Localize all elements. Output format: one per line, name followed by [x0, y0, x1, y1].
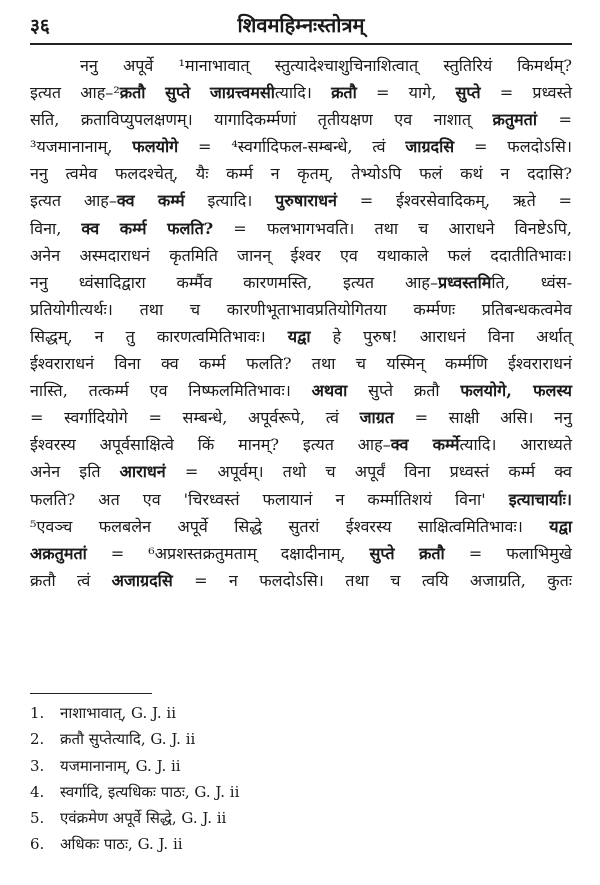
text-span: हे पुरुष! आराधनं विना अर्थात् — [310, 326, 573, 346]
footnote — [30, 726, 239, 752]
footnote-text: क्रतौ सुप्तेत्यादि, G. J. ii — [60, 730, 196, 749]
text-span: = फलाभिमुखे — [444, 543, 572, 563]
text-span: प्रतियोगीत्यर्थः। तथा च कारणीभूताभावप्रतियोगितया कर्म्मणः प्रतिबन्धकत्वमेव — [30, 299, 572, 319]
text-line — [30, 242, 572, 269]
footnote — [30, 779, 239, 805]
text-span: अनेन अस्मदाराधनं कृतमिति जानन् ईश्वर एव यथाकाले फलं ददातीतिभावः। — [30, 245, 572, 265]
bold-term: क्व कर्म्म फलति? — [81, 218, 214, 238]
text-span: इत्यत आह– — [30, 191, 117, 211]
footnote — [30, 831, 239, 857]
bold-term: क्रतौ — [331, 83, 357, 103]
text-span: क्रतौ त्वं — [30, 570, 112, 590]
text-span: विना, — [30, 218, 82, 238]
text-span: ननु अपूर्वे ¹मानाभावात् स्तुत्यादेश्चाशुचिनाशित्वात् स्तुतिरियं किमर्थम्? — [80, 56, 572, 75]
footnote-number: 1. — [30, 704, 45, 722]
text-span: ईश्वराराधनं विना क्व कर्म्म फलति? तथा च यस्मिन् कर्म्मणि ईश्वराराधनं — [30, 354, 572, 374]
text-line — [30, 540, 572, 567]
bold-term: सुप्ते क्रतौ — [369, 543, 445, 563]
text-line — [30, 106, 572, 133]
bold-term: क्रतुमतां — [492, 110, 538, 130]
text-line — [30, 52, 572, 79]
text-line — [30, 296, 572, 323]
text-span: = स्वर्गादियोगे = सम्बन्धे, अपूर्वरूपे, त्वं — [30, 408, 360, 428]
text-span: = — [537, 110, 572, 130]
text-span: = प्रध्वस्ते — [480, 83, 573, 103]
footnote-number: 2. — [30, 730, 45, 749]
text-line — [30, 160, 572, 187]
footnote-number: 4. — [30, 782, 45, 801]
bold-term: प्रध्वस्तमि — [438, 272, 492, 292]
text-span: = ईश्वरसेवादिकम्, ऋते = — [336, 191, 573, 211]
footnotes — [30, 700, 239, 858]
text-line — [30, 486, 572, 513]
text-span: सति, क्रताविप्युपलक्षणम्। यागादिकर्म्मणां तृतीयक्षण एव नाशात् — [30, 110, 493, 130]
bold-term: फलयोगे — [132, 137, 179, 157]
text-line — [30, 567, 572, 594]
running-title: शिवमहिम्नःस्तोत्रम् — [237, 13, 365, 37]
bold-term: जाग्रत — [359, 408, 394, 428]
text-span: = फलभागभवति। तथा च आराधने विनष्टेऽपि, — [213, 218, 572, 238]
bold-term: आराधनं — [119, 462, 166, 482]
text-line — [30, 215, 572, 242]
footnote-number: 5. — [30, 809, 45, 828]
text-line — [30, 323, 572, 350]
text-span: = न फलदोऽसि। तथा च त्वयि अजाग्रति, कुतः — [172, 570, 572, 590]
text-span: ³यजमानानाम्, — [30, 137, 133, 157]
text-span: सुप्ते क्रतौ — [347, 381, 461, 401]
text-line — [30, 431, 572, 458]
bold-term: यद्वा — [549, 516, 572, 536]
page-number: ३६ — [30, 15, 50, 37]
text-span: ईश्वरस्य अपूर्वसाक्षित्वे किं मानम्? इत्यत आह– — [30, 435, 391, 455]
text-span: ननु ध्वंसादिद्वारा कर्म्मैव कारणमस्ति, इत्यत आह– — [30, 272, 438, 292]
text-line — [30, 350, 572, 377]
bold-term: क्व कर्म्म — [116, 191, 185, 211]
text-span: अनेन इति — [30, 462, 120, 482]
text-span: सिद्धम्, न तु कारणत्वमितिभावः। — [30, 326, 288, 346]
text-span: = यागे, — [356, 83, 456, 103]
text-span: ननु त्वमेव फलदश्चेत्, यैः कर्म्म न कृतम्, तेभ्योऽपि फलं कथं न ददासि? — [30, 164, 572, 184]
text-span: इत्यादि। — [184, 191, 276, 211]
bold-term: क्रतौ सुप्ते जाग्रत्त्वमसी — [119, 83, 275, 103]
text-span: त्यादि। — [274, 83, 332, 103]
bold-term: अक्रतुमतां — [30, 543, 87, 563]
text-span: ⁵एवञ्च फलबलेन अपूर्वे सिद्धे सुतरां ईश्वरस्य साक्षित्वमितिभावः। — [30, 516, 550, 536]
text-line — [30, 513, 572, 540]
text-line — [30, 377, 572, 404]
text-span: फलति? अत एव 'चिरध्वस्तं फलायानं न कर्म्मातिशयं विना' — [30, 489, 509, 509]
footnote-text: यजमानानाम्, G. J. ii — [60, 756, 181, 775]
bold-term: यद्वा — [287, 326, 311, 346]
footnote-number: 3. — [30, 756, 45, 775]
footnote — [30, 700, 239, 726]
text-span: इत्यत आह–² — [30, 83, 120, 103]
footnote — [30, 805, 239, 831]
text-line — [30, 79, 572, 106]
footnote-number: 6. — [30, 835, 45, 854]
footnote-rule — [30, 693, 152, 694]
bold-term: जाग्रदसि — [405, 137, 455, 157]
bold-term: क्व कर्म्मे — [390, 435, 460, 455]
bold-term: इत्याचार्याः। — [508, 489, 572, 509]
bold-term: फलयोगे, फलस्य — [460, 381, 572, 401]
text-line — [30, 133, 572, 160]
page-header — [30, 8, 572, 38]
text-span: त्यादि। आराध्यते — [459, 435, 572, 455]
footnote-text: स्वर्गादि, इत्यधिकः पाठः, G. J. ii — [60, 782, 240, 801]
footnote — [30, 753, 239, 779]
bold-term: सुप्ते — [455, 83, 481, 103]
text-span: = साक्षी असि। ननु — [393, 408, 573, 428]
text-line — [30, 404, 572, 431]
text-span: = अपूर्वम्। तथो च अपूर्वं विना प्रध्वस्तं कर्म्म क्व — [165, 462, 573, 482]
text-span: नास्ति, तत्कर्म्म एव निष्फलमितिभावः। — [30, 381, 312, 401]
text-span: ति, ध्वंस- — [491, 272, 573, 292]
text-span: = ⁴स्वर्गादिफल-सम्बन्धे, त्वं — [178, 137, 406, 157]
footnote-text: अधिकः पाठः, G. J. ii — [60, 835, 183, 854]
footnote-text: नाशाभावात्, G. J. ii — [60, 704, 176, 722]
bold-term: अजाग्रदसि — [111, 570, 173, 590]
bold-term: अथवा — [311, 381, 348, 401]
text-span: = फलदोऽसि। — [454, 137, 572, 157]
commentary-text — [30, 52, 572, 594]
text-span: = ⁶अप्रशस्तक्रतुमताम् दक्षादीनाम्, — [86, 543, 370, 563]
text-line — [30, 187, 572, 214]
header-rule — [30, 43, 572, 45]
bold-term: पुरुषाराधनं — [275, 191, 337, 211]
text-line — [30, 269, 572, 296]
text-line — [30, 458, 572, 485]
footnote-text: एवंक्रमेण अपूर्वे सिद्धे, G. J. ii — [60, 809, 227, 828]
